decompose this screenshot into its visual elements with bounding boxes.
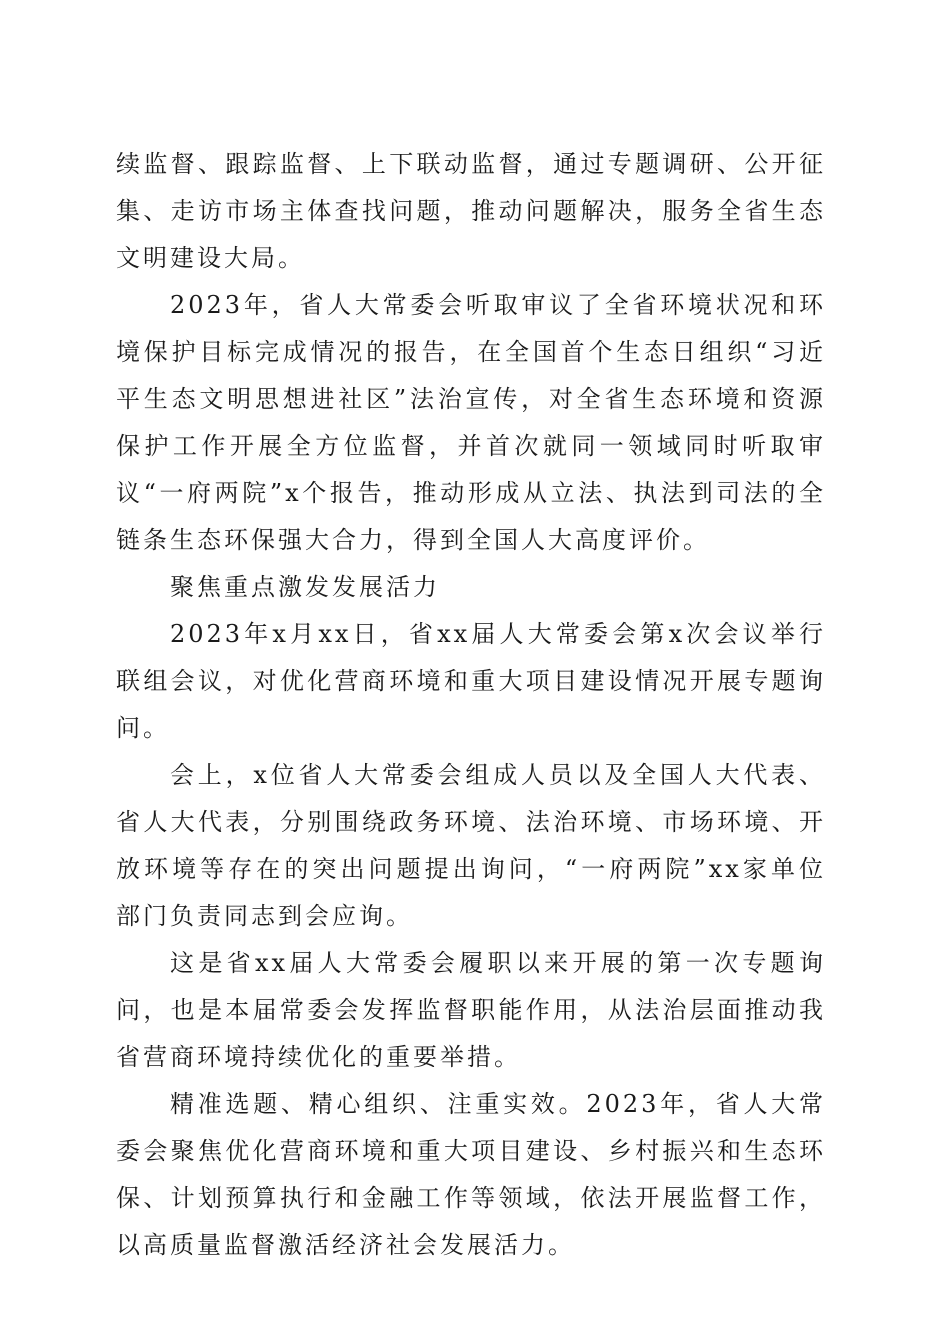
section-heading: 聚焦重点激发发展活力: [170, 573, 440, 601]
paragraph-6: 精准选题、精心组织、注重实效。2023年，省人大常委会聚焦优化营商环境和重大项目建设、乡村振兴和生态环保、计划预算执行和金融工作等领域，依法开展监督工作，以高质量监督激活经济社会发展活力。: [116, 1090, 826, 1259]
paragraph-5: 这是省xx届人大常委会履职以来开展的第一次专题询问，也是本届常委会发挥监督职能作用，从法治层面推动我省营商环境持续优化的重要举措。: [116, 949, 826, 1071]
paragraph-4: 会上，x位省人大常委会组成人员以及全国人大代表、省人大代表，分别围绕政务环境、法治环境、市场环境、开放环境等存在的突出问题提出询问，“一府两院”xx家单位部门负责同志到会应询。: [116, 761, 826, 930]
paragraph-1: 续监督、跟踪监督、上下联动监督，通过专题调研、公开征集、走访市场主体查找问题，推动问题解决，服务全省生态文明建设大局。: [116, 150, 826, 272]
paragraph-3: 2023年x月xx日，省xx届人大常委会第x次会议举行联组会议，对优化营商环境和重大项目建设情况开展专题询问。: [116, 620, 826, 742]
paragraph-2: 2023年，省人大常委会听取审议了全省环境状况和环境保护目标完成情况的报告，在全国首个生态日组织“习近平生态文明思想进社区”法治宣传，对全省生态环境和资源保护工作开展全方位监督，并首次就同一领域同时听取审议“一府两院”x个报告，推动形成从立法、执法到司法的全链条生态环保强大合力，得到全国人大高度评价。: [116, 291, 826, 554]
document-body: [116, 141, 826, 1269]
